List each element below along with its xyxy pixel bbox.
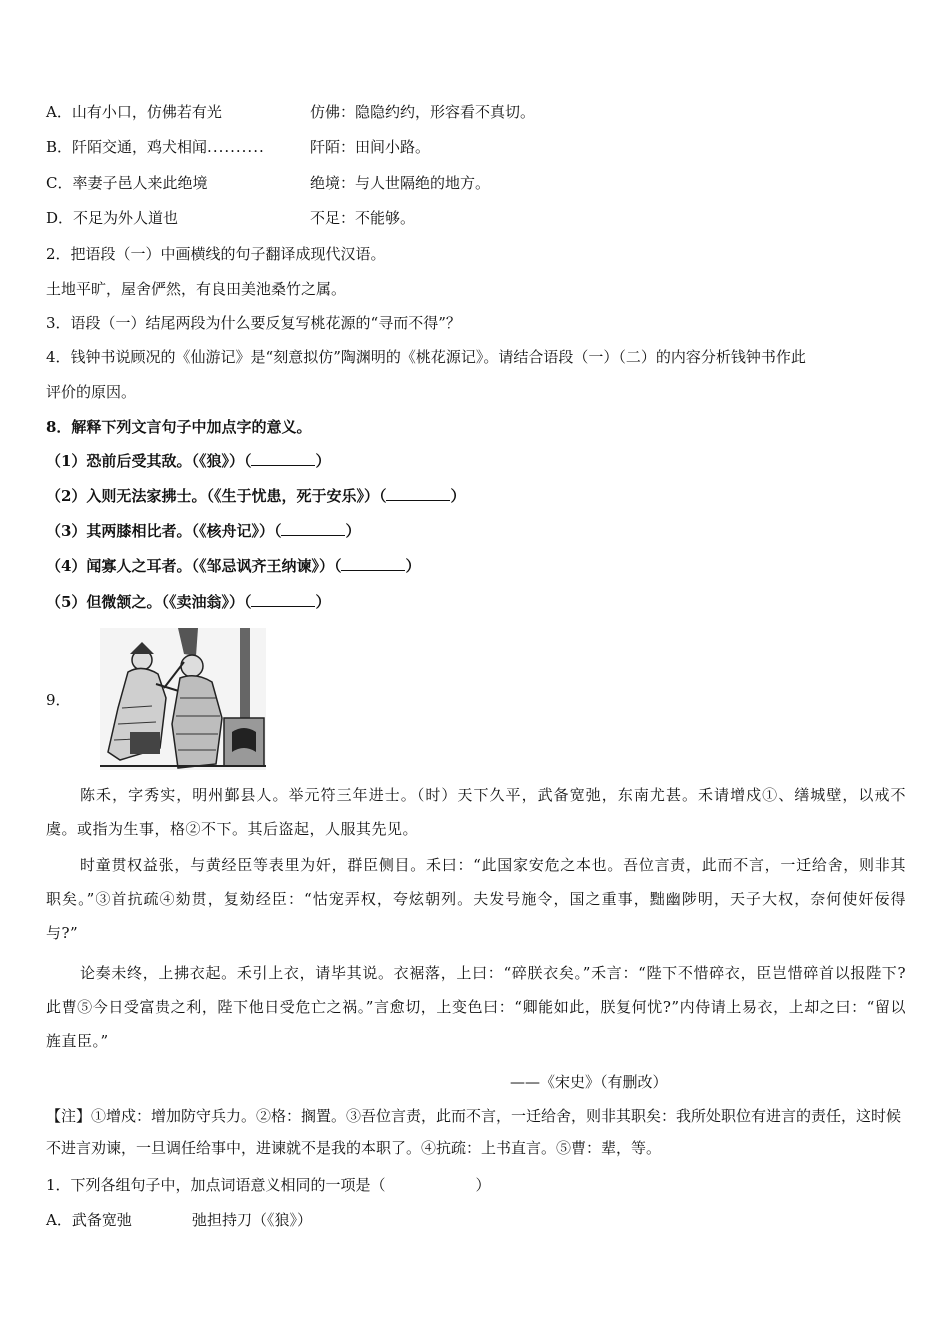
question-8-item-4 [46,556,420,576]
passage-paragraph-3: 论奏未终，上拂衣起。禾引上衣，请毕其说。衣裾落，上曰：“碎朕衣矣。”禾言：“陛下不惜碎衣，臣岂惜碎首以报陛下?此曹⑤今日受富贵之利，陛下他日受危亡之祸。”言愈切，上变色曰：“卿能如此，朕复何忧?”内侍请上易衣，上却之曰：“留以旌直臣。” [46,964,906,1050]
item-close: ） [450,487,466,505]
option-text: 不足为外人道也 [73,209,179,227]
question-4-line1: 4．钱钟书说顾况的《仙游记》是“刻意拟仿”陶渊明的《桃花源记》。请结合语段（一）（二）的内容分析钱钟书作此 [46,348,806,366]
passage-paragraph-1: 陈禾，字秀实，明州鄞县人。举元符三年进士。（时）天下久平，武备宽弛，东南尤甚。禾请增戍①、缮城壁，以戒不虞。或指为生事，格②不下。其后盗起，人服其先见。 [46,786,906,838]
option-b-gloss: 阡陌：田间小路。 [310,138,431,156]
item-text: （3）其两膝相比者。（《核舟记》）（ [46,522,282,540]
question-9-option-a [46,1210,132,1230]
passage-paragraph-2: 时童贯权益张，与黄经臣等表里为奸，群臣侧目。禾曰：“此国家安危之本也。吾位言责，此而不言，一迁给舍，则非其职矣。”③首抗疏④劾贯，复劾经臣：“怙宠弄权，夸炫朝列。夫发号施令，国之重事，黜幽陟明，天子大权，奈何使奸佞得与?” [46,856,906,942]
option-text: 山有小口，仿佛若有光 [71,103,222,121]
option-c-gloss: 绝境：与人世隔绝的地方。 [310,174,491,192]
item-text: （1）恐前后受其敌。（《狼》）（ [46,452,252,470]
question-8-item-1 [46,451,330,471]
question-8-item-2 [46,486,465,506]
question-8-title: 8．解释下列文言句子中加点字的意义。 [46,418,312,436]
passage-source: ——《宋史》（有删改） [510,1073,668,1091]
illustration-two-figures-icon [100,628,266,770]
option-label: D． [46,209,74,227]
option-text: 率妻子邑人来此绝境 [72,174,208,192]
item-close: ） [405,557,421,575]
option-c [46,173,208,193]
option-text: 阡陌交通，鸡犬相闻 [72,138,208,156]
option-label: A． [46,103,72,121]
item-close: ） [345,522,361,540]
question-close: ） [475,1176,491,1194]
option-text: 武备宽弛 [71,1211,132,1229]
answer-blank[interactable] [386,486,450,501]
illustration-icon [100,628,266,770]
answer-blank[interactable] [281,521,345,536]
answer-blank[interactable] [251,592,315,607]
answer-blank[interactable] [251,451,315,466]
question-3: 3．语段（一）结尾两段为什么要反复写桃花源的“寻而不得”？ [46,314,461,332]
question-4-line2: 评价的原因。 [46,383,137,401]
question-8-item-5 [46,592,330,612]
question-9-option-a-compare: 弛担持刀（《狼》） [192,1211,313,1229]
option-label: B． [46,138,73,156]
option-d-gloss: 不足：不能够。 [310,209,416,227]
question-8-item-3 [46,521,360,541]
option-d [46,208,178,228]
question-9-sub-1 [46,1175,491,1195]
question-2-sentence: 土地平旷，屋舍俨然，有良田美池桑竹之属。 [46,280,347,298]
question-text: 1．下列各组句子中，加点词语意义相同的一项是（ [46,1176,386,1194]
option-label: C． [46,174,73,192]
item-close: ） [315,452,331,470]
option-label: A． [46,1211,72,1229]
item-close: ） [315,593,331,611]
option-a [46,102,222,122]
passage-note: 【注】①增戍：增加防守兵力。②格：搁置。③吾位言责，此而不言，一迁给舍，则非其职矣：我所处职位有进言的责任，这时候不进言劝谏，一旦调任给事中，进谏就不是我的本职了。④抗疏：上书直言。⑤曹：辈，等。 [46,1107,902,1157]
item-text: （2）入则无法家拂士。（《生于忧患，死于安乐》）（ [46,487,387,505]
emphasis-dots: .......... [207,138,265,156]
item-text: （5）但微颔之。（《卖油翁》）（ [46,593,252,611]
item-text: （4）闻寡人之耳者。（《邹忌讽齐王纳谏》）（ [46,557,342,575]
answer-blank[interactable] [341,556,405,571]
option-b [46,137,265,157]
question-2: 2．把语段（一）中画横线的句子翻译成现代汉语。 [46,245,386,263]
option-a-gloss: 仿佛：隐隐约约，形容看不真切。 [310,103,536,121]
question-9-number: 9． [46,691,71,709]
